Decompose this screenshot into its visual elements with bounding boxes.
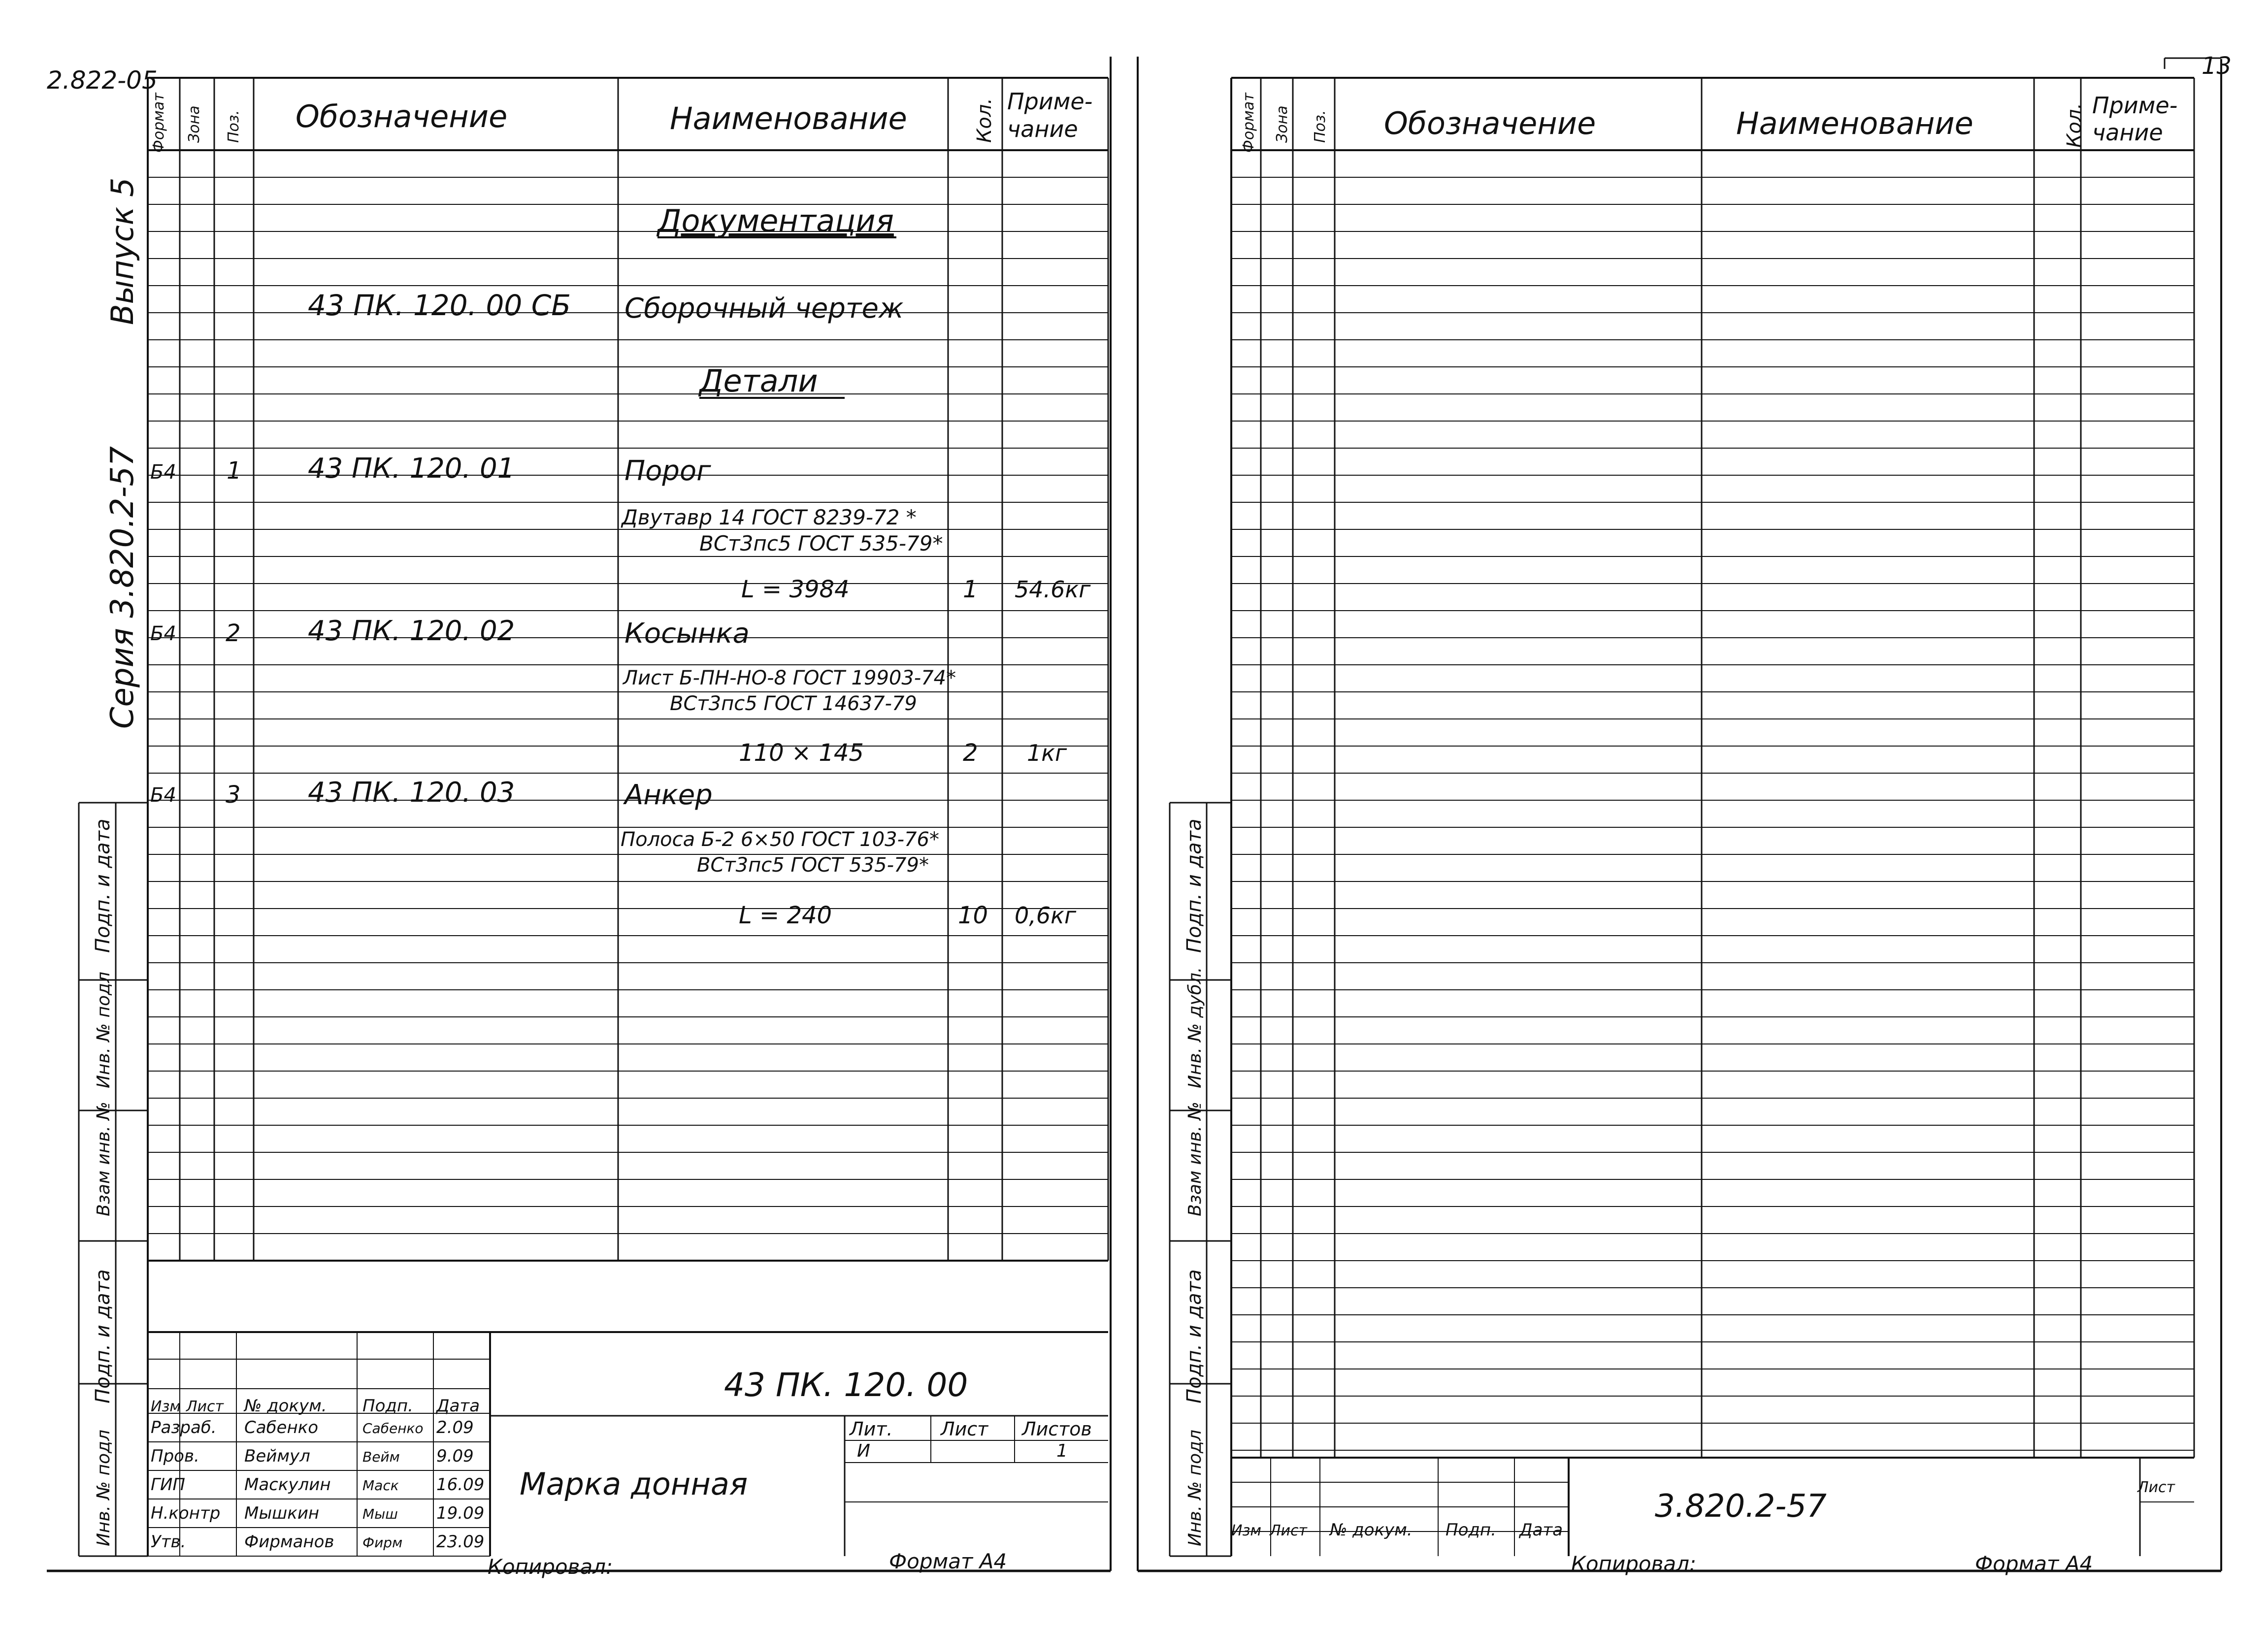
right-sheet-label: Лист	[2137, 1479, 2175, 1496]
footer-format-left: Формат А4	[889, 1549, 1007, 1573]
header-pos-right: Поз.	[1312, 110, 1329, 143]
tb-role-name: Веймул	[244, 1446, 310, 1466]
tb-lit-label: Лит.	[850, 1418, 893, 1440]
tb-role-role: Утв.	[151, 1532, 186, 1552]
p2-material-2: ВСт3пс5 ГОСТ 14637-79	[670, 692, 917, 715]
series-label: Серия 3.820.2-57	[104, 446, 141, 729]
tb-col-docno: № докум.	[244, 1396, 327, 1416]
header-format: Формат	[150, 93, 167, 153]
sheet-number: 13	[2202, 52, 2232, 80]
rb-col-list: Лист	[1270, 1522, 1308, 1539]
tb-role-date: 9.09	[436, 1446, 474, 1466]
title-doc-code: 43 ПК. 120. 00	[724, 1366, 968, 1404]
tb-role-role: ГИП	[151, 1475, 185, 1495]
header-zone-right: Зона	[1274, 105, 1291, 143]
header-pos: Поз.	[225, 110, 242, 143]
p1-pos: 1	[227, 457, 242, 485]
tb-role-date: 2.09	[436, 1418, 474, 1437]
rb-col-sign: Подп.	[1446, 1520, 1496, 1540]
assembly-designation: 43 ПК. 120. 00 СБ	[308, 289, 571, 322]
tb-role-sign: Сабенко	[362, 1420, 424, 1436]
section-parts: Детали	[699, 363, 818, 399]
p3-name: Анкер	[625, 779, 713, 811]
p3-designation: 43 ПК. 120. 03	[308, 777, 515, 809]
title-block-roles	[151, 1418, 484, 1552]
p1-material-2: ВСт3пс5 ГОСТ 535-79*	[699, 531, 943, 555]
section-documentation: Документация	[657, 203, 894, 239]
right-doc-code: 3.820.2-57	[1655, 1488, 1827, 1525]
header-qty: Кол.	[973, 98, 996, 143]
rb-col-date: Дата	[1519, 1520, 1563, 1540]
header-designation-right: Обозначение	[1384, 105, 1596, 141]
p3-size: L = 240	[739, 902, 832, 929]
stamp-right-1: Подп. и дата	[1183, 818, 1206, 953]
tb-role-name: Маскулин	[244, 1475, 331, 1495]
stamp-left-4: Подп. и дата	[92, 1269, 114, 1403]
footer-copied-left: Копировал:	[488, 1555, 613, 1579]
header-note-1-right: Приме-	[2092, 92, 2178, 119]
p2-pos: 2	[226, 619, 241, 647]
header-name: Наименование	[670, 100, 907, 136]
p2-material-1: Лист Б-ПН-НО-8 ГОСТ 19903-74*	[623, 667, 956, 689]
stamp-left-2: Инв. № подл	[94, 972, 114, 1088]
p2-size: 110 × 145	[739, 739, 864, 767]
corner-code: 2.822-05	[47, 66, 158, 95]
p1-format: Б4	[150, 461, 176, 484]
p3-material-1: Полоса Б-2 6×50 ГОСТ 103-76*	[621, 828, 939, 851]
tb-role-sign: Маск	[362, 1477, 399, 1494]
p3-format: Б4	[150, 784, 176, 807]
stamp-right-4: Подп. и дата	[1183, 1269, 1206, 1403]
table-grid	[47, 57, 2221, 1571]
tb-lit-value: И	[857, 1441, 870, 1461]
header-format-right: Формат	[1240, 93, 1257, 153]
tb-role-role: Пров.	[151, 1446, 199, 1466]
tb-col-list: Лист	[186, 1398, 224, 1415]
stamp-left-1: Подп. и дата	[92, 818, 114, 953]
tb-col-sign: Подп.	[362, 1396, 413, 1416]
p1-note: 54.6кг	[1015, 576, 1091, 603]
p3-qty: 10	[958, 902, 988, 929]
tb-col-date: Дата	[436, 1396, 480, 1416]
footer-format-right: Формат А4	[1975, 1552, 2093, 1576]
p1-qty: 1	[963, 576, 978, 603]
header-designation: Обозначение	[296, 98, 508, 134]
p2-note: 1кг	[1027, 740, 1067, 766]
footer-copied-right: Копировал:	[1571, 1552, 1697, 1576]
tb-sheets-value: 1	[1056, 1441, 1068, 1461]
tb-role-date: 23.09	[436, 1532, 485, 1552]
p2-qty: 2	[963, 739, 978, 767]
p3-note: 0,6кг	[1015, 902, 1077, 929]
tb-role-date: 19.09	[436, 1503, 485, 1523]
tb-role-sign: Вейм	[362, 1449, 400, 1465]
p1-size: L = 3984	[741, 576, 850, 603]
p2-name: Косынка	[625, 618, 750, 650]
tb-sheet-label: Лист	[941, 1418, 988, 1440]
p3-pos: 3	[226, 781, 241, 809]
header-note-1: Приме-	[1007, 88, 1093, 115]
stamp-left-5: Инв. № подл	[94, 1430, 114, 1546]
tb-role-sign: Фирм	[362, 1534, 403, 1551]
tb-sheets-label: Листов	[1022, 1418, 1092, 1440]
header-note-2-right: чание	[2092, 119, 2163, 146]
rb-col-izm: Изм	[1231, 1522, 1262, 1539]
tb-col-izm: Изм	[151, 1398, 181, 1415]
stamp-right-2: Инв. № дубл.	[1185, 967, 1205, 1088]
tb-role-date: 16.09	[436, 1475, 485, 1495]
tb-role-name: Мышкин	[244, 1503, 320, 1523]
stamp-right-3: Взам инв. №	[1185, 1102, 1205, 1216]
p1-material-1: Двутавр 14 ГОСТ 8239-72 *	[622, 505, 917, 529]
tb-role-name: Сабенко	[244, 1418, 319, 1437]
header-note-2: чание	[1007, 116, 1078, 142]
p2-designation: 43 ПК. 120. 02	[308, 615, 515, 647]
rb-col-docno: № докум.	[1330, 1520, 1413, 1540]
tb-role-name: Фирманов	[244, 1532, 334, 1552]
tb-role-role: Н.контр	[151, 1503, 221, 1523]
tb-role-sign: Мыш	[362, 1506, 398, 1522]
stamp-right-5: Инв. № подл	[1185, 1430, 1205, 1546]
issue-label: Выпуск 5	[104, 177, 140, 325]
p1-name: Порог	[625, 455, 711, 487]
header-qty-right: Кол.	[2063, 102, 2086, 148]
header-zone: Зона	[186, 105, 203, 143]
stamp-left-3: Взам инв. №	[94, 1102, 114, 1216]
tb-role-role: Разраб.	[151, 1418, 217, 1437]
assembly-name: Сборочный чертеж	[625, 293, 904, 325]
header-name-right: Наименование	[1736, 105, 1973, 141]
p3-material-2: ВСт3пс5 ГОСТ 535-79*	[697, 854, 929, 877]
p1-designation: 43 ПК. 120. 01	[308, 453, 515, 485]
title-name: Марка донная	[520, 1466, 748, 1502]
p2-format: Б4	[150, 622, 176, 645]
